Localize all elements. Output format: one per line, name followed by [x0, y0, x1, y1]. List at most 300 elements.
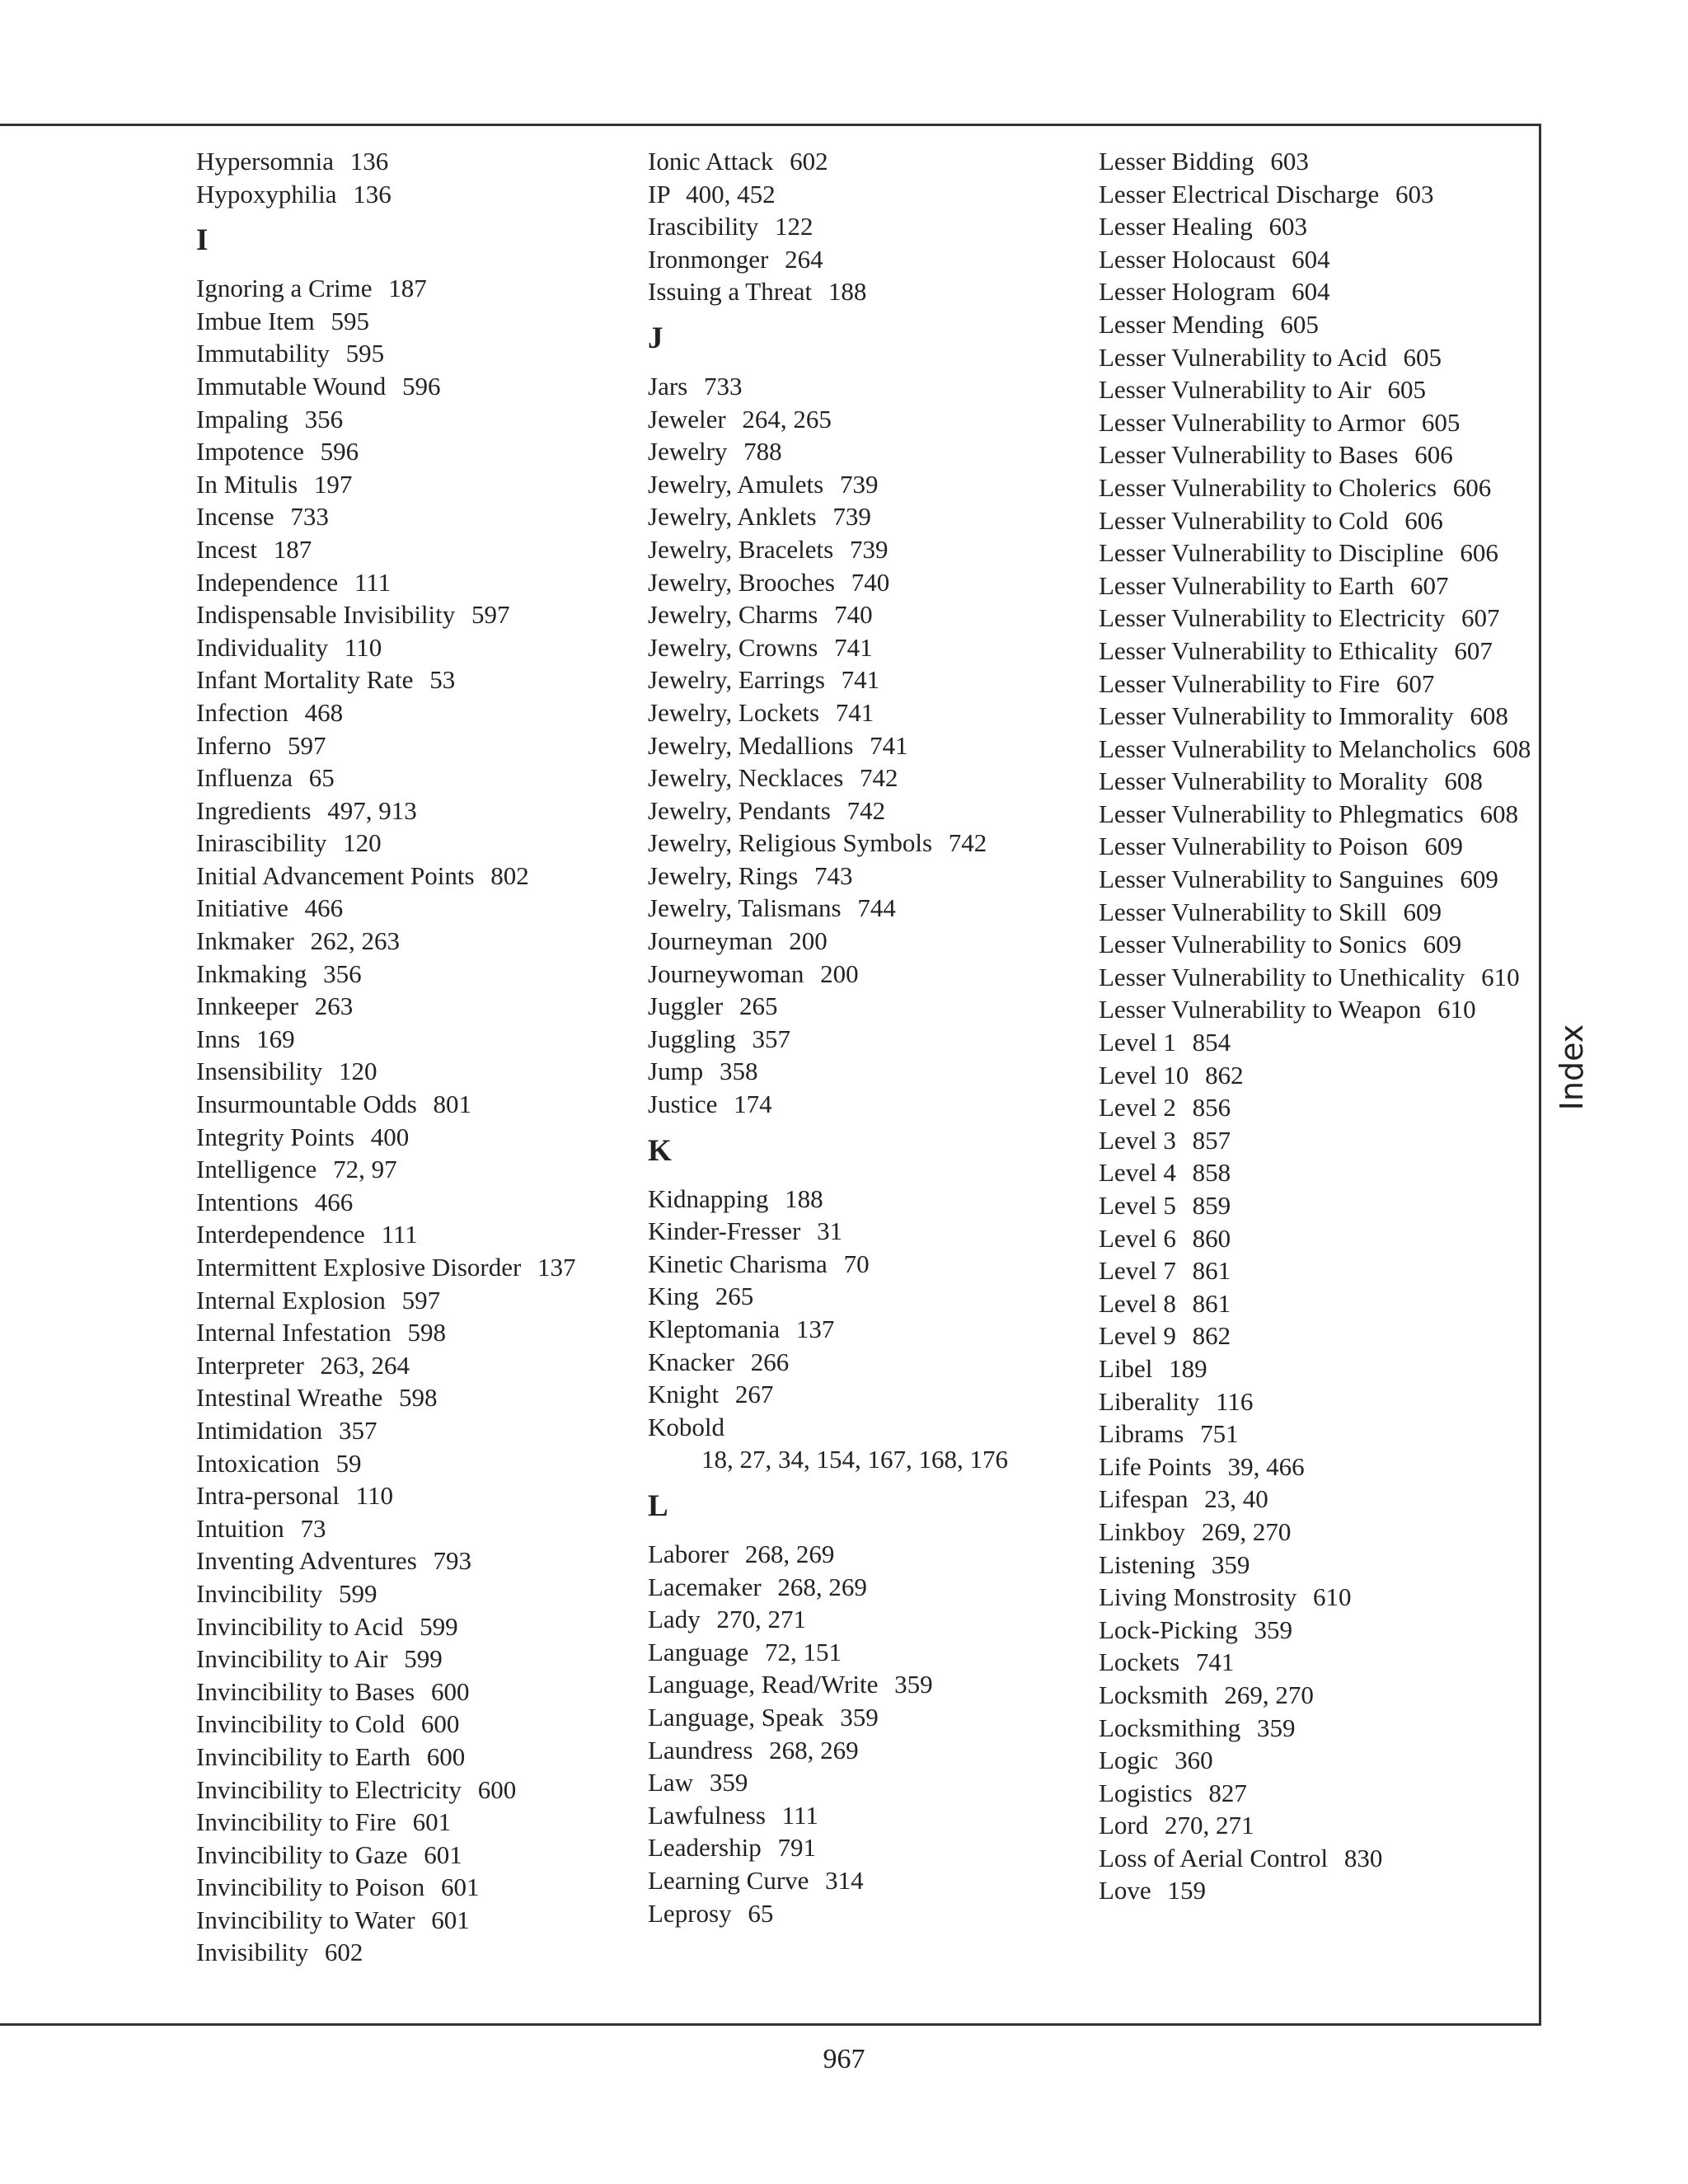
- index-term: Impaling: [196, 404, 288, 434]
- index-page-refs: 602: [324, 1938, 363, 1967]
- index-page-refs: 120: [339, 1057, 377, 1086]
- index-page-refs: 39, 466: [1227, 1451, 1305, 1481]
- index-page-refs: 830: [1343, 1843, 1383, 1872]
- index-entry: [1099, 1679, 1544, 1712]
- index-term: Invincibility to Electricity: [196, 1774, 462, 1804]
- index-entry: [1099, 635, 1544, 668]
- index-page-refs: 359: [1211, 1549, 1250, 1579]
- index-entry: [196, 1544, 641, 1577]
- index-page-refs: 856: [1192, 1093, 1231, 1122]
- index-term: Kleptomania: [648, 1315, 781, 1343]
- index-entry: [1099, 569, 1544, 602]
- index-term: Jewelry, Pendants: [648, 795, 831, 825]
- index-entry: [648, 762, 1093, 794]
- index-term: Jewelry, Anklets: [648, 502, 817, 532]
- index-entry: [648, 1280, 1093, 1313]
- index-page-refs: 607: [1454, 635, 1493, 665]
- index-term: Infection: [196, 697, 288, 727]
- index-page-refs: 597: [471, 600, 510, 630]
- index-term: Jewelry, Bracelets: [648, 534, 834, 564]
- index-page-refs: 603: [1395, 179, 1434, 209]
- index-term: Invincibility to Poison: [196, 1872, 425, 1902]
- index-page-refs: 188: [828, 277, 867, 307]
- index-page-refs: 263, 264: [320, 1350, 410, 1380]
- index-term: Knight: [648, 1380, 720, 1409]
- index-term: Intimidation: [196, 1415, 323, 1445]
- index-page-refs: 601: [431, 1905, 470, 1934]
- index-entry: [196, 468, 641, 501]
- index-term: Jewelry, Charms: [648, 600, 818, 630]
- index-entry: [648, 1636, 1093, 1669]
- index-letter-heading: K: [648, 1133, 672, 1168]
- index-entry: [1099, 1614, 1544, 1647]
- index-entry: [648, 1313, 1093, 1346]
- index-page-refs: 801: [433, 1090, 472, 1119]
- index-term: Jewelry: [648, 437, 728, 466]
- index-page-refs: 268, 269: [777, 1572, 867, 1601]
- index-entry: [648, 631, 1093, 664]
- index-page-refs: 600: [426, 1741, 466, 1771]
- index-term: Lesser Vulnerability to Morality: [1099, 766, 1428, 796]
- index-page-refs: 70: [843, 1249, 870, 1278]
- index-page-refs: 609: [1423, 930, 1462, 959]
- index-page-refs: 111: [354, 567, 392, 597]
- index-term: Intra-personal: [196, 1481, 340, 1511]
- index-term: Imbue Item: [196, 306, 315, 335]
- index-entry: [648, 1215, 1093, 1248]
- index-term: Intelligence: [196, 1155, 317, 1184]
- index-page-refs: 110: [355, 1481, 393, 1511]
- index-entry: [1099, 537, 1544, 569]
- index-term: Innkeeper: [196, 991, 298, 1021]
- index-entry: [196, 435, 641, 468]
- index-term: Invincibility to Air: [196, 1644, 388, 1674]
- index-term: Loss of Aerial Control: [1099, 1843, 1329, 1872]
- index-page-refs: 598: [399, 1383, 438, 1413]
- index-entry: [196, 1643, 641, 1675]
- index-term: Liberality: [1099, 1386, 1200, 1416]
- index-term: Laborer: [648, 1539, 729, 1568]
- index-page-refs: 359: [894, 1670, 933, 1699]
- index-entry: [196, 533, 641, 566]
- index-page-refs: 356: [304, 404, 344, 434]
- index-column-2: [648, 145, 1093, 1929]
- index-page-refs: 270, 271: [1165, 1811, 1254, 1840]
- index-page-refs: 466: [314, 1187, 354, 1216]
- index-entry: [1099, 1156, 1544, 1189]
- index-entry: [196, 1316, 641, 1349]
- index-entry: [648, 1701, 1093, 1734]
- index-page-refs: 263: [314, 991, 354, 1021]
- index-entry: [1099, 733, 1544, 766]
- index-entry: [196, 990, 641, 1023]
- index-term: Language: [648, 1637, 749, 1666]
- index-entry: [196, 272, 641, 305]
- index-entry: [1099, 1712, 1544, 1745]
- index-term: Independence: [196, 567, 339, 597]
- index-page-refs: 740: [834, 600, 873, 630]
- index-page-refs: 743: [814, 860, 853, 890]
- index-entry: [1099, 1418, 1544, 1451]
- index-term: Lesser Vulnerability to Sanguines: [1099, 865, 1444, 894]
- index-term: Level 2: [1099, 1093, 1176, 1122]
- index-page-refs: 359: [840, 1702, 879, 1732]
- index-term: Intermittent Explosive Disorder: [196, 1253, 522, 1282]
- index-term: Laundress: [648, 1735, 753, 1765]
- index-entry: [648, 1346, 1093, 1379]
- index-page-refs: 600: [420, 1709, 460, 1739]
- index-entry: [196, 860, 641, 893]
- index-term: Linkboy: [1099, 1516, 1186, 1546]
- index-page-refs: 610: [1313, 1582, 1352, 1612]
- index-entry: [1099, 863, 1544, 896]
- index-entry: [648, 145, 1093, 178]
- index-entry: [1099, 1874, 1544, 1907]
- index-page-refs: 599: [420, 1611, 458, 1641]
- index-term: Lock-Picking: [1099, 1615, 1238, 1644]
- index-entry: [196, 958, 641, 991]
- index-entry: [648, 1023, 1093, 1056]
- index-entry: [648, 500, 1093, 533]
- index-entry: [196, 1675, 641, 1708]
- index-entry: [196, 1512, 641, 1545]
- index-term: Inferno: [196, 730, 272, 760]
- index-page-refs: 598: [407, 1318, 446, 1347]
- index-term: Ignoring a Crime: [196, 274, 373, 303]
- index-page-refs: 608: [1470, 701, 1508, 731]
- index-page-refs: 264: [785, 244, 823, 274]
- index-entry: [196, 1741, 641, 1774]
- index-page-refs: 600: [477, 1774, 517, 1804]
- index-term: Logic: [1099, 1746, 1159, 1775]
- index-entry: [1099, 178, 1544, 211]
- index-page-refs: 601: [441, 1872, 480, 1902]
- section-tab-label: Index: [1554, 1024, 1590, 1111]
- index-term: Inventing Adventures: [196, 1546, 417, 1576]
- index-page-refs: 110: [344, 632, 382, 662]
- index-term: Lesser Vulnerability to Immorality: [1099, 701, 1454, 731]
- index-term: Jewelry, Earrings: [648, 665, 825, 695]
- index-term: Jars: [648, 371, 688, 401]
- index-term: Lawfulness: [648, 1800, 766, 1830]
- index-page-refs: 596: [402, 371, 441, 401]
- index-term: Learning Curve: [648, 1865, 809, 1895]
- index-entry: [1099, 438, 1544, 471]
- index-entry: [196, 1218, 641, 1251]
- index-page-refs: 600: [430, 1676, 470, 1706]
- index-term: Insurmountable Odds: [196, 1090, 417, 1119]
- index-page-refs: 610: [1437, 995, 1476, 1024]
- index-page-refs: 174: [734, 1090, 772, 1119]
- index-page-refs: 136: [349, 147, 389, 176]
- index-page-refs: 751: [1200, 1419, 1239, 1449]
- index-entry: [1099, 1124, 1544, 1157]
- index-term: Invincibility to Fire: [196, 1807, 396, 1837]
- index-page-refs: 858: [1192, 1158, 1231, 1188]
- index-term: Lesser Electrical Discharge: [1099, 179, 1380, 209]
- index-page-refs: 802: [490, 860, 529, 890]
- index-page-refs: 159: [1167, 1876, 1206, 1905]
- index-term: Journeyman: [648, 926, 773, 956]
- index-page-refs: 31: [817, 1216, 843, 1246]
- index-page-refs: 360: [1175, 1746, 1213, 1775]
- index-term: Jewelry, Necklaces: [648, 763, 844, 793]
- index-page-refs: 188: [785, 1183, 823, 1213]
- index-entry: [196, 892, 641, 925]
- index-term: Law: [648, 1768, 694, 1797]
- index-entry: [1099, 341, 1544, 374]
- index-term: Insensibility: [196, 1057, 323, 1086]
- index-page-refs: 741: [870, 730, 908, 760]
- index-term: Language, Read/Write: [648, 1670, 879, 1699]
- index-entry: [196, 1284, 641, 1317]
- index-term: Immutability: [196, 339, 330, 368]
- index-page-refs: 356: [323, 958, 362, 988]
- index-entry: [648, 435, 1093, 468]
- index-term: Lesser Vulnerability to Armor: [1099, 407, 1406, 437]
- index-term: Intoxication: [196, 1448, 320, 1478]
- index-term: Level 1: [1099, 1028, 1176, 1057]
- index-page-refs: 599: [339, 1578, 377, 1608]
- index-entry: [648, 1088, 1093, 1121]
- index-term: Level 3: [1099, 1125, 1176, 1155]
- index-page-refs: 609: [1460, 865, 1498, 894]
- index-page-refs: 595: [345, 339, 385, 368]
- index-entry: [196, 500, 641, 533]
- index-entry: [1099, 471, 1544, 504]
- index-entry: [1099, 275, 1544, 308]
- index-entry: [648, 598, 1093, 631]
- index-entry: [196, 1774, 641, 1807]
- index-term: Hypersomnia: [196, 147, 335, 176]
- index-page-refs: 268, 269: [769, 1735, 859, 1765]
- index-entry: [648, 696, 1093, 729]
- index-term: Level 6: [1099, 1223, 1176, 1253]
- index-page-refs: 200: [820, 958, 859, 988]
- index-page-refs: 861: [1192, 1256, 1231, 1286]
- index-term: Journeywoman: [648, 958, 804, 988]
- index-page-refs: 116: [1215, 1386, 1254, 1416]
- index-term: Lady: [648, 1605, 701, 1634]
- index-entry: [1099, 896, 1544, 929]
- index-term: Jewelry, Brooches: [648, 567, 835, 597]
- index-entry: [196, 403, 641, 436]
- index-entry: [1099, 928, 1544, 961]
- index-page-refs: 742: [948, 828, 987, 858]
- index-term: Ionic Attack: [648, 147, 774, 176]
- index-page-refs: 827: [1208, 1778, 1247, 1807]
- index-term: Justice: [648, 1090, 718, 1119]
- index-term: Lesser Vulnerability to Sonics: [1099, 930, 1407, 959]
- index-term: Integrity Points: [196, 1122, 355, 1151]
- index-term: Internal Explosion: [196, 1285, 386, 1315]
- index-term: Life Points: [1099, 1451, 1212, 1481]
- index-entry: [196, 1349, 641, 1382]
- index-entry: [648, 1055, 1093, 1088]
- index-term: Lesser Vulnerability to Cold: [1099, 505, 1389, 535]
- index-page-refs: 169: [256, 1024, 295, 1053]
- index-page-refs: 72, 97: [333, 1155, 397, 1184]
- index-page-refs: 742: [846, 795, 886, 825]
- index-column-1: [196, 145, 641, 1969]
- index-term: Level 10: [1099, 1060, 1189, 1090]
- index-entry: [648, 275, 1093, 308]
- index-page-refs: 400, 452: [686, 179, 776, 209]
- index-term: Initial Advancement Points: [196, 860, 475, 890]
- index-page-refs: 122: [775, 212, 814, 241]
- index-entry: [196, 1414, 641, 1447]
- index-page-refs: 111: [381, 1220, 418, 1249]
- index-entry: [648, 566, 1093, 599]
- index-term: Interpreter: [196, 1350, 304, 1380]
- index-entry: [196, 337, 641, 370]
- index-term: Language, Speak: [648, 1702, 824, 1732]
- index-term: Level 8: [1099, 1288, 1176, 1318]
- index-page-refs: 739: [839, 469, 879, 499]
- index-entry: [648, 827, 1093, 860]
- index-term: Lesser Vulnerability to Ethicality: [1099, 635, 1438, 665]
- index-term: Ironmonger: [648, 244, 769, 274]
- index-entry: [196, 305, 641, 338]
- index-term: Juggling: [648, 1024, 736, 1053]
- index-term: Lesser Vulnerability to Discipline: [1099, 538, 1444, 568]
- index-page-refs: 599: [404, 1644, 443, 1674]
- index-term: Lifespan: [1099, 1484, 1189, 1514]
- index-letter-heading: I: [196, 223, 209, 258]
- index-term: Jewelry, Religious Symbols: [648, 828, 933, 858]
- index-term: Listening: [1099, 1549, 1196, 1579]
- index-page-refs: 197: [313, 469, 353, 499]
- index-page-refs: 741: [834, 632, 873, 662]
- index-term: Lesser Hologram: [1099, 277, 1276, 307]
- index-entry: [648, 533, 1093, 566]
- index-term: Kinder-Fresser: [648, 1216, 801, 1246]
- index-term: Jewelry, Amulets: [648, 469, 824, 499]
- index-letter-heading: J: [648, 321, 663, 355]
- index-entry: [1099, 1549, 1544, 1582]
- index-term: Locksmith: [1099, 1680, 1208, 1709]
- page-number: 967: [823, 2044, 865, 2074]
- index-entry: [196, 925, 641, 958]
- index-term: Intentions: [196, 1187, 298, 1216]
- index-page-refs: 265: [715, 1282, 754, 1311]
- index-entry: [196, 1871, 641, 1904]
- index-entry: [648, 892, 1093, 925]
- index-page-refs: 862: [1205, 1060, 1244, 1090]
- index-term: Invisibility: [196, 1938, 309, 1967]
- index-term: Hypoxyphilia: [196, 179, 337, 209]
- index-page-refs: 468: [304, 697, 344, 727]
- index-entry: [648, 1799, 1093, 1832]
- index-term: Infant Mortality Rate: [196, 665, 414, 695]
- index-entry: [1099, 700, 1544, 733]
- index-term: Lesser Vulnerability to Weapon: [1099, 995, 1422, 1024]
- index-entry: [648, 958, 1093, 991]
- index-page-refs: 497, 913: [327, 795, 417, 825]
- index-entry: [648, 1538, 1093, 1571]
- index-entry: [1099, 373, 1544, 406]
- index-page-refs: 601: [424, 1840, 462, 1869]
- index-term: Juggler: [648, 991, 724, 1021]
- index-page-refs: 854: [1192, 1028, 1231, 1057]
- index-entry: [1099, 1777, 1544, 1810]
- index-page-refs: 596: [320, 437, 359, 466]
- index-term: Irascibility: [648, 212, 759, 241]
- index-term: Lesser Mending: [1099, 309, 1264, 339]
- index-entry: [1099, 1189, 1544, 1222]
- index-term: Lesser Vulnerability to Poison: [1099, 832, 1409, 861]
- index-term: Lockets: [1099, 1647, 1180, 1677]
- index-page-refs: 605: [1403, 342, 1442, 372]
- index-entry: [196, 729, 641, 762]
- index-entry: [196, 1904, 641, 1937]
- index-entry: [196, 1121, 641, 1154]
- index-page-refs: 741: [1195, 1647, 1235, 1677]
- index-entry: [648, 1603, 1093, 1636]
- index-page-refs: 358: [719, 1057, 758, 1086]
- index-page-refs: 608: [1444, 766, 1483, 796]
- index-term: Internal Infestation: [196, 1318, 392, 1347]
- index-term: Inirascibility: [196, 828, 327, 858]
- index-page-refs: 604: [1292, 277, 1330, 307]
- index-page-refs: 603: [1270, 147, 1309, 176]
- index-entry: [1099, 765, 1544, 798]
- index-page-refs: 597: [401, 1285, 441, 1315]
- index-page-refs: 733: [703, 371, 743, 401]
- index-page-refs: 53: [429, 665, 456, 695]
- index-page-refs: 791: [777, 1833, 816, 1863]
- index-page-refs: 269, 270: [1224, 1680, 1314, 1709]
- index-page-refs: 136: [353, 179, 392, 209]
- index-entry: [648, 210, 1093, 243]
- index-entry: [648, 1183, 1093, 1216]
- index-entry: [1099, 602, 1544, 635]
- index-entry: [1099, 1483, 1544, 1516]
- index-term: Lesser Vulnerability to Air: [1099, 375, 1372, 405]
- index-entry: [648, 243, 1093, 276]
- index-page-refs: 609: [1403, 897, 1442, 926]
- index-term: Invincibility to Gaze: [196, 1840, 408, 1869]
- index-page-refs: 859: [1192, 1191, 1231, 1220]
- index-entry: [196, 696, 641, 729]
- index-term: Jewelry, Rings: [648, 860, 799, 890]
- index-term: Living Monstrosity: [1099, 1582, 1297, 1612]
- index-page-refs: 200: [789, 926, 828, 956]
- index-term: Lord: [1099, 1811, 1149, 1840]
- index-entry: [1099, 1222, 1544, 1255]
- index-page-refs: 400: [370, 1122, 410, 1151]
- index-page-refs: 739: [832, 502, 871, 532]
- index-term: Level 4: [1099, 1158, 1176, 1188]
- index-entry: [648, 1668, 1093, 1701]
- index-term: Level 7: [1099, 1256, 1176, 1286]
- index-term: Lesser Vulnerability to Melancholics: [1099, 733, 1477, 763]
- index-entry: [1099, 1091, 1544, 1124]
- index-entry: [648, 729, 1093, 762]
- index-entry: [196, 566, 641, 599]
- index-page-refs: 137: [537, 1253, 576, 1282]
- index-entry: [1099, 961, 1544, 994]
- index-entry: [648, 1378, 1093, 1411]
- index-term: Lesser Vulnerability to Earth: [1099, 570, 1395, 600]
- index-term: Jewelry, Crowns: [648, 632, 818, 662]
- index-term: Leprosy: [648, 1898, 732, 1928]
- index-term: Intestinal Wreathe: [196, 1383, 383, 1413]
- index-term: Level 9: [1099, 1321, 1176, 1351]
- index-entry: [1099, 1026, 1544, 1059]
- index-entry: [648, 1411, 1093, 1444]
- index-term: Invincibility to Bases: [196, 1676, 415, 1706]
